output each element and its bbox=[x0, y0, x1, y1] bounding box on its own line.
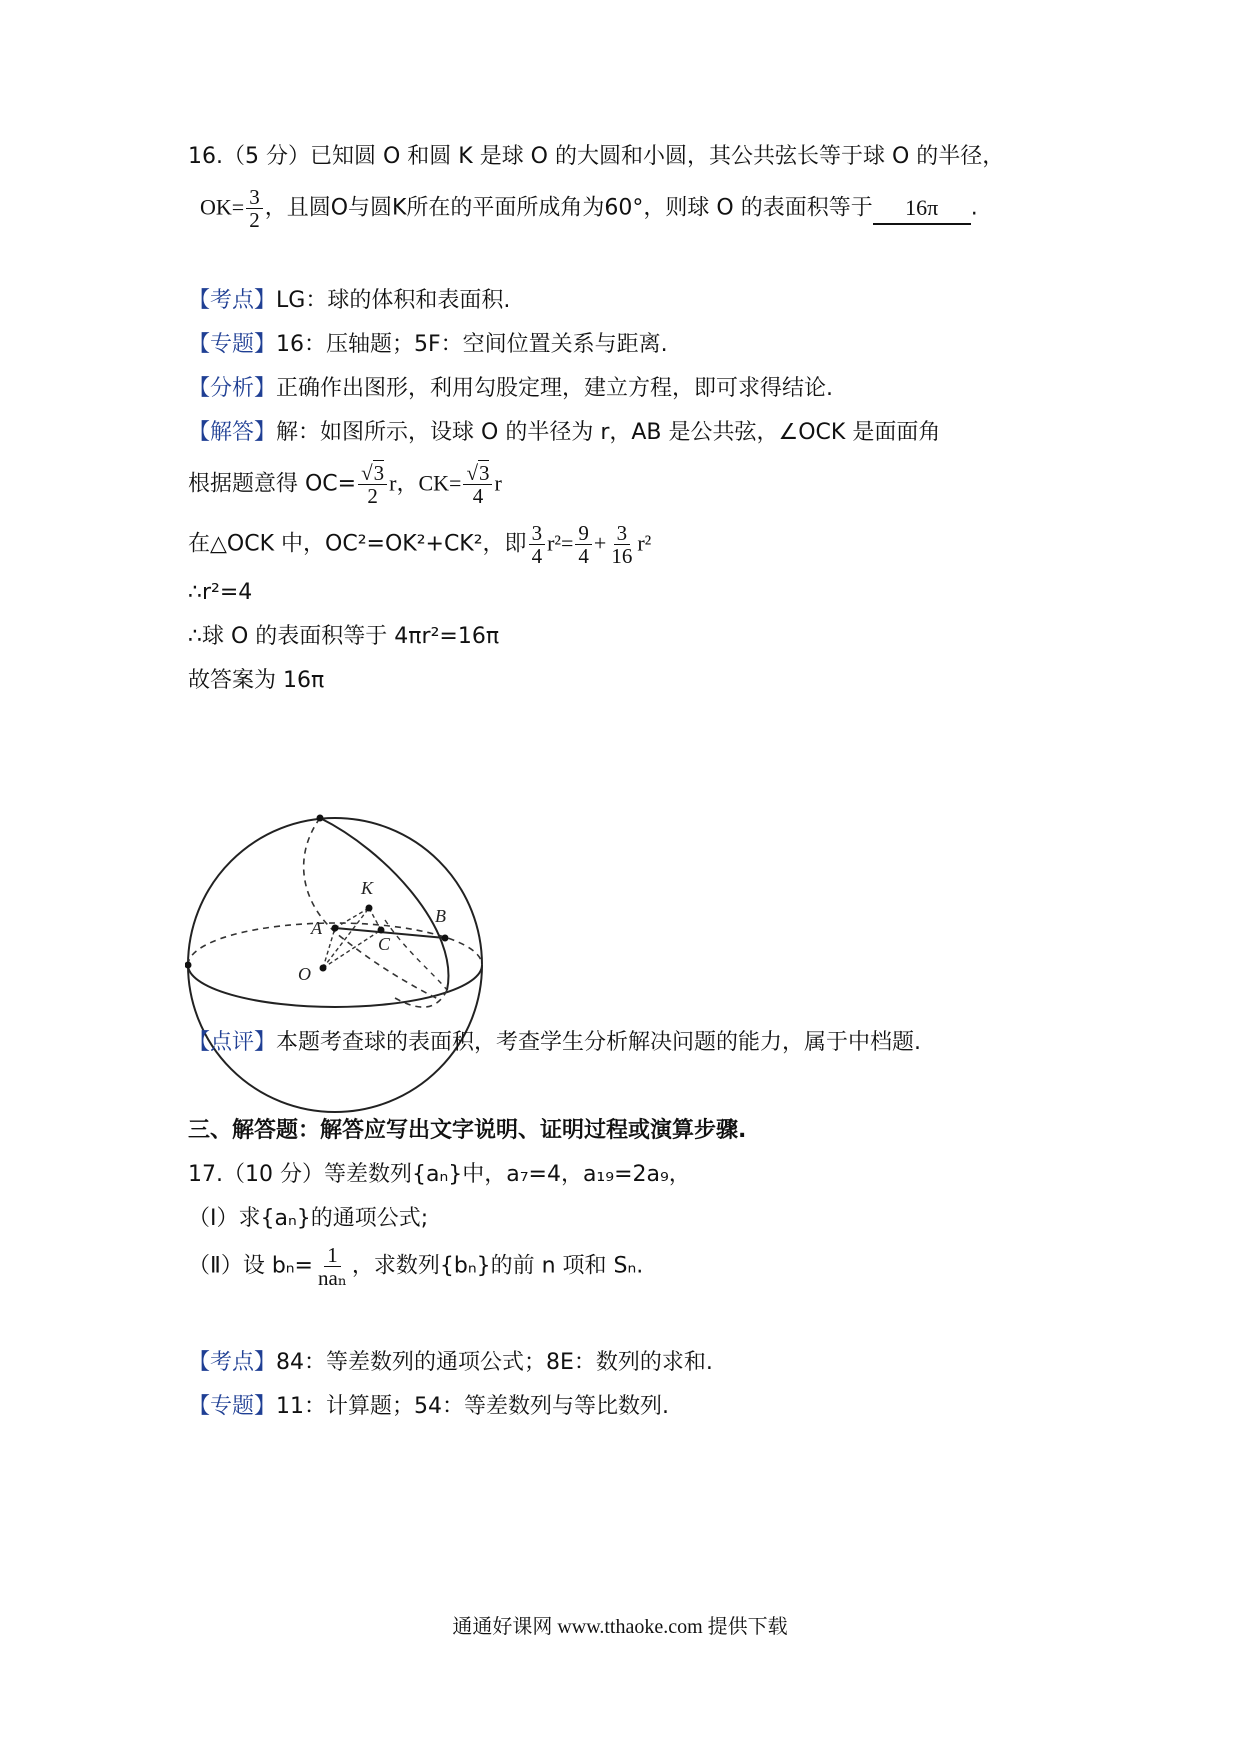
point-a bbox=[332, 925, 339, 932]
q16-line2: OK= $\frac{3}{2}$ ，且圆O与圆K所在的平面所成角为60°，则球 O 的表面积等于 16π . bbox=[200, 185, 978, 232]
solution-step5: 故答案为 16π bbox=[188, 668, 325, 693]
ok-fraction: $\frac{3}{2}$ bbox=[246, 186, 263, 231]
zhuanti-16: 【专题】16：压轴题；5F：空间位置关系与距离. bbox=[188, 332, 668, 357]
kaodian-16: 【考点】LG：球的体积和表面积. bbox=[188, 288, 511, 313]
zhuanti-17: 【专题】11：计算题；54：等差数列与等比数列. bbox=[188, 1394, 669, 1419]
ok-label: OK= bbox=[200, 194, 245, 220]
sphere-figure bbox=[185, 790, 485, 1120]
dianping-16: 【点评】本题考查球的表面积，考查学生分析解决问题的能力，属于中档题. bbox=[188, 1030, 922, 1055]
q17-part2: （Ⅱ）设 bₙ= $\frac{1}{\text{naₙ}}$ ，求数列{bₙ}的前 n 项和 Sₙ. bbox=[188, 1243, 644, 1290]
jieda-16: 【解答】解：如图所示，设球 O 的半径为 r，AB 是公共弦，∠OCK 是面面角 bbox=[188, 420, 941, 445]
point-c bbox=[378, 927, 385, 934]
point-b bbox=[442, 935, 449, 942]
q16-answer-blank: 16π bbox=[873, 193, 971, 225]
solution-step4: ∴球 O 的表面积等于 4πr²=16π bbox=[188, 624, 500, 649]
kaodian-17: 【考点】84：等差数列的通项公式；8E：数列的求和. bbox=[188, 1350, 713, 1375]
page-footer: 通通好课网 www.tthaoke.com 提供下载 bbox=[452, 1616, 788, 1638]
q17-part1: （Ⅰ）求{aₙ}的通项公式; bbox=[188, 1206, 429, 1231]
solution-step3: ∴r²=4 bbox=[188, 580, 253, 605]
fenxi-16: 【分析】正确作出图形，利用勾股定理，建立方程，即可求得结论. bbox=[188, 376, 834, 401]
label-c: C bbox=[378, 934, 391, 954]
solution-step1: 根据题意得 OC= $\frac{√3}{2}$ r，CK= $\frac{√3}{4}$ r bbox=[188, 461, 502, 508]
section-3-heading: 三、解答题：解答应写出文字说明、证明过程或演算步骤. bbox=[188, 1118, 747, 1143]
point-k bbox=[366, 905, 373, 912]
q16-line1: 16.（5 分）已知圆 O 和圆 K 是球 O 的大圆和小圆，其公共弦长等于球 O 的半径， bbox=[188, 144, 1005, 169]
solution-step2: 在△OCK 中，OC²=OK²+CK²，即 $\frac{3}{4}$ r²= $\frac{9}{4}$ + $\frac{3}{16}$ r² bbox=[188, 521, 652, 568]
label-b: B bbox=[435, 906, 446, 926]
label-a: A bbox=[311, 918, 322, 938]
q16-condition: ，且圆O与圆K所在的平面所成角为60°，则球 O 的表面积等于 bbox=[264, 195, 873, 221]
label-o: O bbox=[298, 964, 311, 984]
q17-line1: 17.（10 分）等差数列{aₙ}中，a₇=4，a₁₉=2a₉， bbox=[188, 1162, 691, 1187]
label-k: K bbox=[361, 878, 374, 898]
point-o bbox=[320, 965, 327, 972]
